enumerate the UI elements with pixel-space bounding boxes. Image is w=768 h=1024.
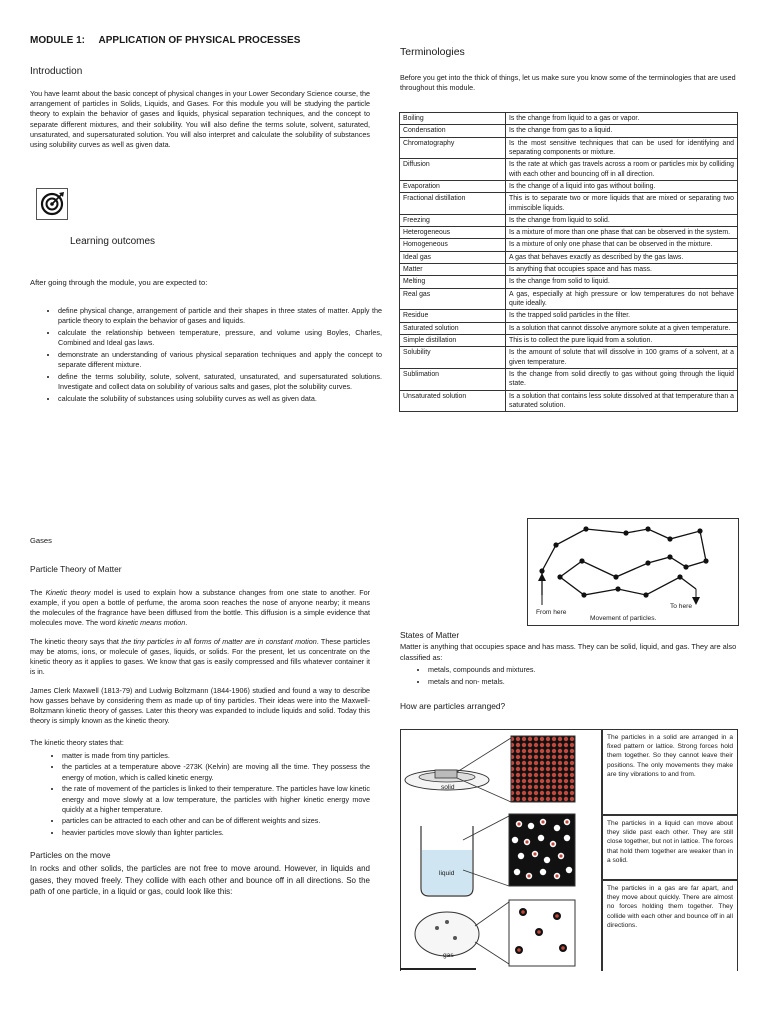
- outcomes-intro: After going through the module, you are expected to:: [30, 278, 208, 287]
- definition-cell: A gas, especially at high pressure or low temperatures do not behave quite ideally.: [506, 288, 738, 310]
- divider: [400, 968, 476, 970]
- definition-cell: Is the change from solid directly to gas without going through the liquid state.: [506, 368, 738, 390]
- kinetic-paragraph-3: James Clerk Maxwell (1813-79) and Ludwig Boltzmann (1844-1906) studied and found a way to describe how gasses behave by considering them as made up of tiny particles. Their ideas were into the Maxwell-Boltzmann kinetic theory of gasses. Later this theory was expanded to include liquids and solid. Today this theory is simply known as the kinetic theory.: [30, 685, 370, 726]
- term-cell: Matter: [400, 264, 506, 276]
- intro-heading: Introduction: [30, 66, 83, 77]
- table-row: [400, 390, 738, 412]
- definition-cell: Is the change from liquid to a gas or vapor.: [506, 113, 738, 125]
- table-row: [400, 310, 738, 322]
- term-cell: Real gas: [400, 288, 506, 310]
- table-row: [400, 322, 738, 334]
- target-icon: [36, 188, 68, 220]
- table-row: [400, 251, 738, 263]
- definition-cell: Is the change from gas to a liquid.: [506, 125, 738, 137]
- term-cell: Simple distillation: [400, 334, 506, 346]
- table-row: [400, 180, 738, 192]
- definition-cell: Is a solution that contains less solute dissolved at that temperature than a saturated solution.: [506, 390, 738, 412]
- particle-path-diagram: [527, 518, 739, 626]
- list-item: • the rate of movement of the particles is linked to their temperature. The particles have low kinetic energy and move slowly at a low temperature, the particles with higher kinetic energy move quickly at a higher temperature.: [62, 784, 370, 815]
- term-cell: Chromatography: [400, 137, 506, 159]
- term-cell: Solubility: [400, 347, 506, 369]
- definition-cell: Is the change from liquid to solid.: [506, 214, 738, 226]
- liquid-description: The particles in a liquid can move about they slide past each other. They are still close together, but not in lattice. The forces that hold them together are weaker than in a solid.: [602, 815, 738, 880]
- diagram-caption: Movement of particles.: [590, 615, 657, 622]
- table-row: [400, 125, 738, 137]
- table-row: [400, 239, 738, 251]
- particles-arranged-heading: How are particles arranged?: [400, 700, 506, 711]
- diagram-from-label: From here: [536, 609, 567, 616]
- table-row: [400, 113, 738, 125]
- states-illustration-svg: [401, 730, 601, 970]
- table-row: [400, 227, 738, 239]
- states-of-matter-text: Matter is anything that occupies space and has mass. They can be solid, liquid, and gas. They are also classified as:: [400, 642, 737, 662]
- term-cell: Sublimation: [400, 368, 506, 390]
- list-item: • the particles at a temperature above -273K (Kelvin) are moving all the time. They possess the energy of motion, which is called kinetic energy.: [62, 762, 370, 782]
- term-cell: Evaporation: [400, 180, 506, 192]
- definition-cell: Is a solution that cannot dissolve anymore solute at a given temperature.: [506, 322, 738, 334]
- table-row: [400, 264, 738, 276]
- list-item: • particles can be attracted to each other and can be of different weights and sizes.: [62, 816, 370, 826]
- list-item: • metals and non- metals.: [428, 677, 738, 687]
- definition-cell: Is the trapped solid particles in the filter.: [506, 310, 738, 322]
- liquid-label: liquid: [439, 870, 455, 877]
- definition-cell: A gas that behaves exactly as described by the gas laws.: [506, 251, 738, 263]
- definition-cell: Is the most sensitive techniques that can be used for identifying and separating components or mixture.: [506, 137, 738, 159]
- table-row: [400, 159, 738, 181]
- matter-classes-list: [400, 665, 738, 687]
- table-row: [400, 368, 738, 390]
- list-item: • define the terms solubility, solute, solvent, saturated, unsaturated, and supersaturated solutions. Investigate and collect data on solubility of various salts and gases, plot the solubility curves.: [58, 372, 382, 392]
- kinetic-paragraph-2: The kinetic theory says that the tiny particles in all forms of matter are in constant motion. These particles may be atoms, ions, or molecule of gases, liquids, or solids. For the present, let us concentrate on the kinetic theory as it applies to gases. We know that gas is easily compressed and fills whatever container it is in.: [30, 636, 371, 677]
- term-cell: Unsaturated solution: [400, 390, 506, 412]
- solid-label: solid: [441, 784, 455, 791]
- module-title: MODULE 1: APPLICATION OF PHYSICAL PROCESSES: [30, 35, 301, 46]
- terminology-table: [399, 112, 738, 412]
- table-row: [400, 137, 738, 159]
- solid-description: The particles in a solid are arranged in a fixed pattern or lattice. Strong forces hold them together. So they cannot leave their positions. The only movements they make are tiny vibrations to and from.: [602, 729, 738, 815]
- table-row: [400, 193, 738, 215]
- definition-cell: Is the change from solid to liquid.: [506, 276, 738, 288]
- term-cell: Freezing: [400, 214, 506, 226]
- particles-on-move-heading: Particles on the move: [30, 850, 111, 861]
- left-top-column: [30, 35, 370, 150]
- definition-cell: Is the amount of solute that will dissolve in 100 grams of a solvent, at a given temperature.: [506, 347, 738, 369]
- gas-description: The particles in a gas are far apart, and they move about quickly. There are almost no forces holding them together. They collide with each other and bounce off in all directions.: [602, 880, 738, 971]
- outcomes-list: [30, 306, 382, 405]
- list-item: • define physical change, arrangement of particle and their shapes in three states of matter. Apply the particle theory to explain the behavior of gases and liquids.: [58, 306, 382, 326]
- terminologies-heading: Terminologies: [400, 46, 465, 58]
- table-row: [400, 347, 738, 369]
- table-row: [400, 214, 738, 226]
- list-item: • calculate the solubility of substances using solubility curves as well as given data.: [58, 394, 382, 404]
- table-row: [400, 334, 738, 346]
- table-row: [400, 288, 738, 310]
- term-cell: Boiling: [400, 113, 506, 125]
- list-item: • calculate the relationship between temperature, pressure, and volume using Boyles, Charles, Combined and Ideal gas laws.: [58, 328, 382, 348]
- states-illustration: [400, 729, 602, 971]
- list-item: • metals, compounds and mixtures.: [428, 665, 738, 675]
- intro-paragraph: You have learnt about the basic concept of physical changes in your Lower Secondary Science course, the arrangement of particles in Solids, Liquids, and Gases. For this module you will be studying the particle theory to explain the behavior of gases and liquids, physical separation techniques, and the concept to separate different mixtures, and their solubility. You will also define the terms solute, solvent, saturated, unsaturated, and supersaturated solution. You will also interpret and calculate the solubility of substances using solubility curves as well as given data.: [30, 89, 370, 150]
- definition-cell: This is to separate two or more liquids that are mixed or separating two immiscible liquids.: [506, 193, 738, 215]
- gases-heading: Gases: [30, 536, 52, 545]
- terminologies-intro: Before you get into the thick of things, let us make sure you know some of the terminologies that are used throughout this module.: [400, 73, 736, 93]
- gas-label: gas: [443, 952, 454, 959]
- term-cell: Residue: [400, 310, 506, 322]
- kinetic-paragraph-1: The Kinetic theory model is used to explain how a substance changes from one state to another. For example, if you open a bottle of perfume, the aroma soon reaches the nose of anyone nearby; it means the molecules of the fragrance have been diffused from the bottle. This diffusion is a simple evidence that molecules move. The word kinetic means motion.: [30, 587, 371, 628]
- definition-cell: This is to collect the pure liquid from a solution.: [506, 334, 738, 346]
- term-cell: Ideal gas: [400, 251, 506, 263]
- particles-on-move-text: In rocks and other solids, the particles are not free to move around. However, in liquids and gases, they moved freely. They collide with each other and bounce off in all directions. So the path of one particle, in a liquid or gas, could look like this:: [30, 864, 370, 896]
- left-bottom-column: [30, 536, 370, 897]
- list-item: • matter is made from tiny particles.: [62, 751, 370, 761]
- term-cell: Fractional distillation: [400, 193, 506, 215]
- definition-cell: Is the rate at which gas travels across a room or particles mix by colliding with each other and bouncing off in all direction.: [506, 159, 738, 181]
- states-of-matter-section: [400, 630, 738, 711]
- states-of-matter-heading: States of Matter: [400, 630, 460, 640]
- term-cell: Homogeneous: [400, 239, 506, 251]
- list-item: • heavier particles move slowly than lighter particles.: [62, 828, 370, 838]
- term-cell: Saturated solution: [400, 322, 506, 334]
- definition-cell: Is anything that occupies space and has mass.: [506, 264, 738, 276]
- kinetic-states-list: [30, 751, 370, 839]
- definition-cell: Is the change of a liquid into gas without boiling.: [506, 180, 738, 192]
- definition-cell: Is a mixture of more than one phase that can be observed in the system.: [506, 227, 738, 239]
- particle-theory-heading: Particle Theory of Matter: [30, 563, 122, 574]
- diagram-to-label: To here: [670, 603, 692, 610]
- term-cell: Melting: [400, 276, 506, 288]
- outcomes-heading: Learning outcomes: [70, 236, 156, 247]
- list-item: • demonstrate an understanding of various physical separation techniques and apply the concept to separate different mixture.: [58, 350, 382, 370]
- term-cell: Heterogeneous: [400, 227, 506, 239]
- table-row: [400, 276, 738, 288]
- definition-cell: Is a mixture of only one phase that can be observed in the mixture.: [506, 239, 738, 251]
- term-cell: Diffusion: [400, 159, 506, 181]
- states-intro: The kinetic theory states that:: [30, 738, 124, 748]
- term-cell: Condensation: [400, 125, 506, 137]
